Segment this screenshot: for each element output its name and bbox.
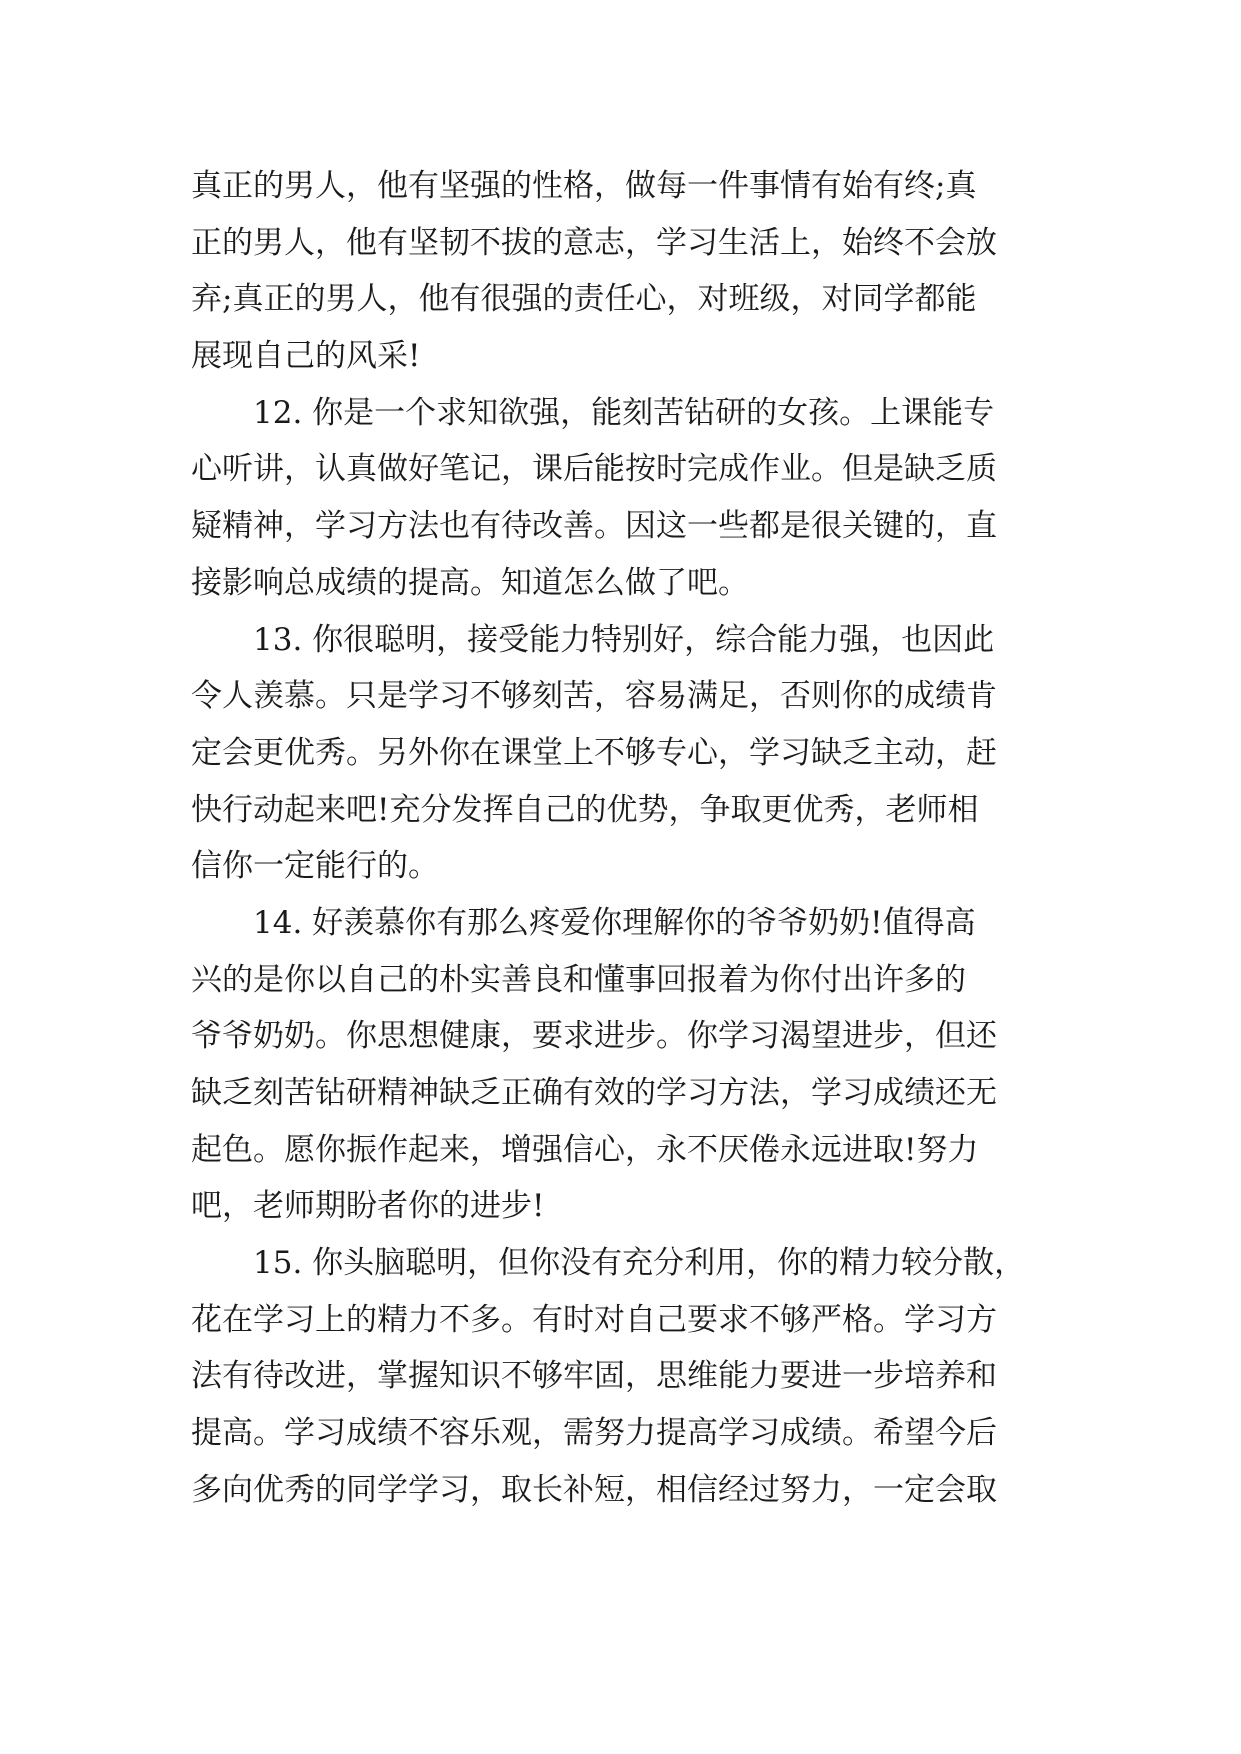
text-line: 信你一定能行的。 (191, 848, 439, 885)
body-text (191, 158, 1051, 1519)
text-line: 正的男人，他有坚韧不拔的意志，学习生活上，始终不会放 (191, 224, 997, 261)
text-line: 花在学习上的精力不多。有时对自己要求不够严格。学习方 (191, 1301, 997, 1338)
text-line: 心听讲，认真做好笔记，课后能按时完成作业。但是缺乏质 (191, 451, 997, 488)
text-line: 法有待改进，掌握知识不够牢固，思维能力要进一步培养和 (191, 1358, 997, 1395)
text-line: 13. 你很聪明，接受能力特别好，综合能力强，也因此 (191, 621, 995, 658)
text-line: 爷爷奶奶。你思想健康，要求进步。你学习渴望进步，但还 (191, 1018, 997, 1055)
paragraph-continuation (191, 158, 1051, 385)
text-line: 起色。愿你振作起来，增强信心，永不厌倦永远进取!努力 (191, 1131, 979, 1168)
text-line: 展现自己的风采! (191, 338, 421, 375)
text-line: 接影响总成绩的提高。知道怎么做了吧。 (191, 564, 749, 601)
text-line: 多向优秀的同学学习，取长补短，相信经过努力，一定会取 (191, 1471, 997, 1508)
text-line: 14. 好羡慕你有那么疼爱你理解你的爷爷奶奶!值得高 (191, 904, 976, 941)
text-line: 提高。学习成绩不容乐观，需努力提高学习成绩。希望今后 (191, 1415, 997, 1452)
text-line: 令人羡慕。只是学习不够刻苦，容易满足，否则你的成绩肯 (191, 678, 997, 715)
paragraph-item-13 (191, 612, 1051, 895)
text-line: 兴的是你以自己的朴实善良和懂事回报着为你付出许多的 (191, 961, 966, 998)
text-line: 吧，老师期盼者你的进步! (191, 1188, 545, 1225)
paragraph-item-12 (191, 385, 1051, 612)
text-line: 弃;真正的男人，他有很强的责任心，对班级，对同学都能 (191, 281, 977, 318)
text-line: 定会更优秀。另外你在课堂上不够专心，学习缺乏主动，赶 (191, 734, 997, 771)
text-line: 12. 你是一个求知欲强，能刻苦钻研的女孩。上课能专 (191, 394, 995, 431)
text-line: 缺乏刻苦钻研精神缺乏正确有效的学习方法，学习成绩还无 (191, 1075, 997, 1111)
paragraph-item-15 (191, 1235, 1051, 1518)
text-line: 真正的男人，他有坚强的性格，做每一件事情有始有终;真 (191, 168, 977, 204)
text-line: 快行动起来吧!充分发挥自己的优势，争取更优秀，老师相 (191, 791, 979, 828)
text-line: 疑精神，学习方法也有待改善。因这一些都是很关键的，直 (191, 508, 997, 545)
text-line: 15. 你头脑聪明，但你没有充分利用，你的精力较分散， (191, 1245, 1026, 1282)
paragraph-item-14 (191, 895, 1051, 1235)
